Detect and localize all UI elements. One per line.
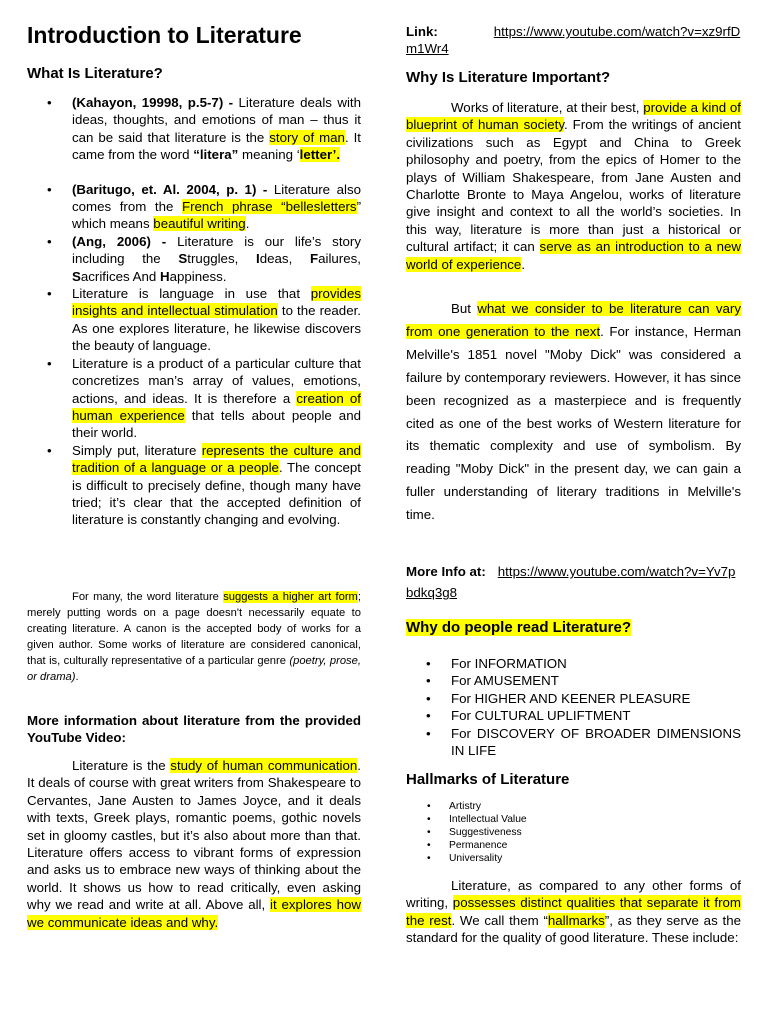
why-read-heading: Why do people read Literature? (406, 619, 632, 636)
list-item-label: Permanence (449, 839, 508, 851)
bullet-icon: • (427, 826, 431, 838)
what-is-literature-heading: What Is Literature? (27, 65, 163, 82)
list-item: • (Ang, 2006) - Literature is our life’s story including the Struggles, Ideas, Failures, Sacrifices And Happiness. (47, 233, 361, 284)
list-item (406, 655, 741, 672)
video-link[interactable]: https://www.youtube.com/watch?v=xz9rfDm1Wr4 (406, 24, 741, 57)
hallmarks-paragraph: Literature, as compared to any other forms of writing, possesses distinct qualities that separate it from the rest. We call them “hallmarks”, as they serve as the standard for the quality of good literature. These include: (406, 878, 742, 946)
bullet-icon: • (47, 95, 52, 110)
bullet-icon: • (426, 725, 431, 741)
hallmarks-heading: Hallmarks of Literature (406, 771, 570, 788)
list-item: • Simply put, literature represents the culture and tradition of a language or a people. The concept is difficult to precisely define, though many have tried; it’s clear that the accepted definition of literature is constantly changing and evolving. (47, 442, 362, 528)
list-item (427, 853, 727, 866)
list-item-label: For DISCOVERY OF BROADER DIMENSIONS IN LIFE (451, 725, 741, 759)
bullet-icon: • (426, 690, 431, 706)
bullet-icon: • (47, 181, 52, 197)
list-item (427, 827, 727, 840)
list-item: • (Kahayon, 19998, p.5-7) - Literature deals with ideas, thoughts, and emotions of man – thus it can be said that literature is the story of man. It came from the word “litera” meaning ‘letter’. (47, 95, 361, 163)
list-item: • Literature is language in use that provides insights and intellectual stimulation to the reader. As one explores literature, he likewise discovers the beauty of language. (47, 286, 361, 354)
bullet-icon: • (426, 708, 431, 724)
list-item (406, 690, 741, 707)
list-item-label: For HIGHER AND KEENER PLEASURE (451, 690, 691, 706)
bullet-icon: • (427, 813, 431, 825)
more-info-line: More Info at: https://www.youtube.com/watch?v=Yv7pbdkq3g8 (406, 564, 736, 600)
more-info-heading: More information about literature from the provided YouTube Video: (27, 713, 361, 746)
list-item-label: Suggestiveness (449, 826, 522, 838)
list-item: • Literature is a product of a particular culture that concretizes man’s array of values, emotions, actions, and ideas. It is therefore a creation of human experience that tells about people and their world. (47, 355, 361, 441)
list-item (427, 840, 727, 853)
video-link-line: Link: https://www.youtube.com/watch?v=xz9rfDm1Wr4 (406, 24, 741, 57)
list-item (427, 801, 727, 814)
list-item-label: For INFORMATION (451, 656, 567, 671)
moby-dick-paragraph: But what we consider to be literature can vary from one generation to the next. For instance, Herman Melville's 1851 novel "Moby Dick" was considered a failure by contemporary reviewers. However, it has since been recognized as a masterpiece and is frequently cited as one of the best works of Western literature for its thematic complexity and use of symbolism. By reading "Moby Dick" in the present day, we can gain a fuller understanding of literary traditions in Melville's time. (406, 301, 741, 523)
list-item-label: For CULTURAL UPLIFTMENT (451, 708, 631, 724)
bullet-icon: • (426, 673, 431, 689)
list-item (406, 725, 741, 760)
hallmarks-list (427, 801, 727, 866)
bullet-icon: • (47, 233, 52, 249)
why-important-heading: Why Is Literature Important? (406, 69, 611, 86)
bullet-icon: • (427, 839, 431, 851)
list-item-label: Universality (449, 852, 503, 864)
bullet-icon: • (47, 355, 52, 371)
list-item (406, 707, 741, 724)
list-item-label: Intellectual Value (449, 813, 527, 825)
bullet-icon: • (47, 442, 52, 458)
bullet-icon: • (427, 801, 431, 812)
list-item (406, 672, 741, 689)
definitions-list (27, 94, 361, 529)
canon-paragraph: For many, the word literature suggests a higher art form; merely putting words on a page doesn't necessarily equate to creating literature. A canon is the accepted body of works for a given author. Some works of literature are considered canonical, that is, culturally representative of a particular genre (poetry, prose, or drama). (27, 591, 361, 683)
bullet-icon: • (427, 852, 431, 864)
list-item: • (Baritugo, et. Al. 2004, p. 1) - Literature also comes from the French phrase “bellesletters” which means beautiful writing. (47, 181, 361, 232)
bullet-icon: • (47, 286, 52, 302)
reasons-list (406, 655, 741, 759)
page-title: Introduction to Literature (27, 22, 302, 48)
video-summary-paragraph: Literature is the study of human communication. It deals of course with great writers from Shakespeare to Cervantes, Jane Austen to James Joyce, and it deals with texts, Greek plays, romantic poems, gothic novels set in gloomy castles, but it’s also about more than that. Literature offers access to vibrant forms of expression and asks us to embrace new ways of thinking about the world. It shows us how to read critically, even asking why we read and write at all. Above all, it explores how we communicate ideas and why. (27, 758, 361, 930)
why-important-paragraph: Works of literature, at their best, provide a kind of blueprint of human society. From the writings of ancient civilizations such as Egypt and China to Greek philosophy and poetry, from the epics of Homer to the plays of William Shakespeare, from Jane Austen and Charlotte Bronte to Maya Angelou, works of literature give insight and context to all the world’s societies. In this way, literature is more than just a historical or cultural artifact; it can serve as an introduction to a new world of experience. (406, 100, 742, 272)
more-info-link[interactable]: https://www.youtube.com/watch?v=Yv7pbdkq3g8 (406, 564, 736, 600)
bullet-icon: • (426, 656, 431, 671)
list-item (427, 814, 727, 827)
list-item-label: For AMUSEMENT (451, 673, 559, 689)
list-item-label: Artistry (449, 801, 482, 812)
